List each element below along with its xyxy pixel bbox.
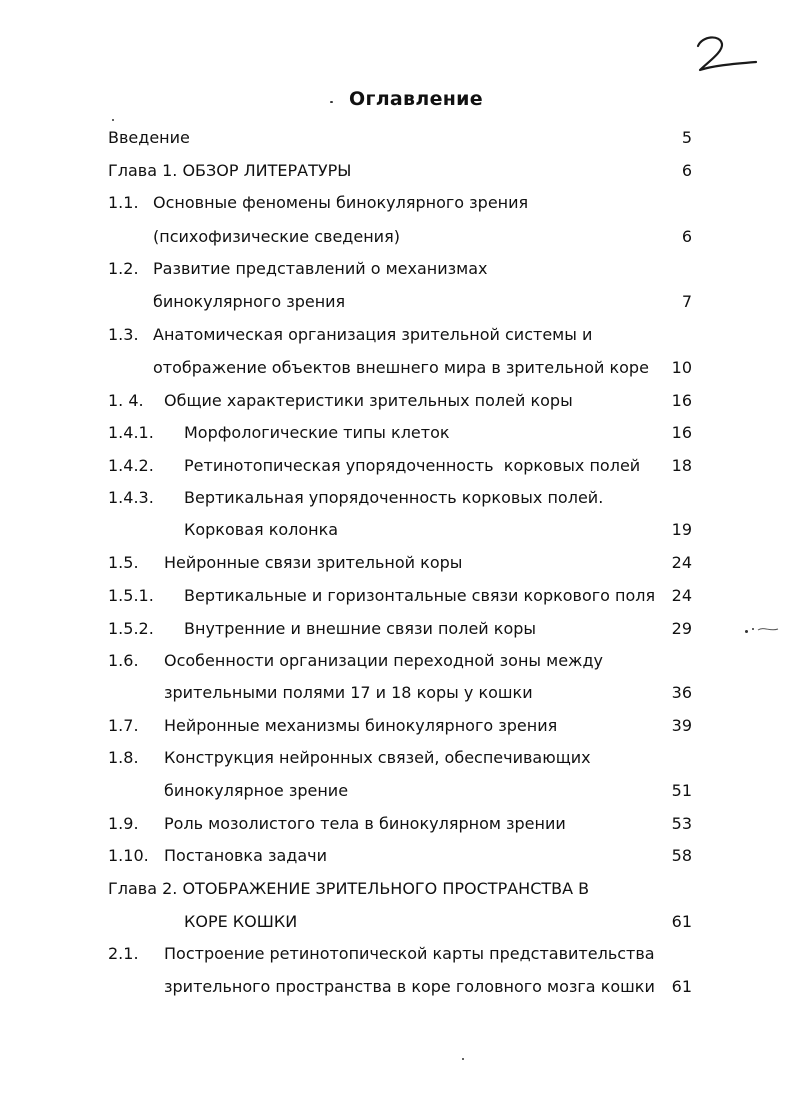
toc-row	[0, 421, 792, 445]
toc-row	[0, 942, 792, 966]
toc-entry-text: Нейронные механизмы бинокулярного зрения	[164, 716, 558, 735]
handwritten-page-number	[690, 28, 760, 78]
toc-row	[0, 454, 792, 478]
toc-entry-text: Общие характеристики зрительных полей коры	[164, 391, 573, 410]
toc-section-number: 1.1.	[108, 193, 139, 212]
toc-row	[0, 159, 792, 183]
toc-page-number: 61	[671, 912, 692, 931]
toc-row	[0, 877, 792, 901]
toc-entry-text: КОРЕ КОШКИ	[184, 912, 298, 931]
toc-row	[0, 486, 792, 510]
toc-row	[0, 714, 792, 738]
toc-row	[0, 551, 792, 575]
scan-speck	[745, 630, 748, 633]
toc-section-number: 1.7.	[108, 716, 139, 735]
toc-entry-text: бинокулярное зрение	[164, 781, 349, 800]
toc-entry-text: зрительными полями 17 и 18 коры у кошки	[164, 683, 533, 702]
toc-page-number: 36	[671, 683, 692, 702]
toc-entry-text: Основные феномены бинокулярного зрения	[153, 193, 529, 212]
toc-row	[0, 617, 792, 641]
toc-section-number: 1. 4.	[108, 391, 144, 410]
toc-row	[0, 191, 792, 215]
toc-section-number: 1.9.	[108, 814, 139, 833]
toc-entry-text: Корковая колонка	[184, 520, 339, 539]
toc-page-number: 16	[671, 391, 692, 410]
toc-row	[0, 290, 792, 314]
toc-entry-text: Нейронные связи зрительной коры	[164, 553, 463, 572]
toc-entry-text: Построение ретинотопической карты представительства	[164, 944, 655, 963]
toc-entry-text: Конструкция нейронных связей, обеспечивающих	[164, 748, 591, 767]
toc-entry-text: Роль мозолистого тела в бинокулярном зрении	[164, 814, 566, 833]
toc-section-number: 1.5.1.	[108, 586, 154, 605]
scan-speck	[112, 119, 114, 121]
toc-row	[0, 126, 792, 150]
toc-entry-text: Глава 2. ОТОБРАЖЕНИЕ ЗРИТЕЛЬНОГО ПРОСТРАНСТВА В	[108, 879, 590, 898]
toc-row	[0, 356, 792, 380]
toc-row	[0, 844, 792, 868]
toc-page-number: 24	[671, 586, 692, 605]
toc-row	[0, 257, 792, 281]
toc-page-number: 5	[681, 128, 692, 147]
toc-section-number: 1.6.	[108, 651, 139, 670]
toc-section-number: 1.3.	[108, 325, 139, 344]
toc-section-number: 1.4.3.	[108, 488, 154, 507]
toc-entry-text: Особенности организации переходной зоны между	[164, 651, 603, 670]
toc-page-number: 16	[671, 423, 692, 442]
toc-page-number: 10	[671, 358, 692, 377]
toc-page-number: 24	[671, 553, 692, 572]
toc-section-number: 1.10.	[108, 846, 149, 865]
toc-page-number: 53	[671, 814, 692, 833]
toc-row	[0, 975, 792, 999]
toc-page-number: 39	[671, 716, 692, 735]
toc-page-number: 61	[671, 977, 692, 996]
scan-speck	[752, 628, 754, 630]
toc-page-number: 29	[671, 619, 692, 638]
toc-row	[0, 323, 792, 347]
toc-row	[0, 779, 792, 803]
toc-row	[0, 746, 792, 770]
toc-section-number: 2.1.	[108, 944, 139, 963]
toc-entry-text: отображение объектов внешнего мира в зрительной коре	[153, 358, 649, 377]
toc-row	[0, 225, 792, 249]
toc-section-number: 1.4.2.	[108, 456, 154, 475]
toc-entry-text: Морфологические типы клеток	[184, 423, 450, 442]
toc-section-number: 1.8.	[108, 748, 139, 767]
toc-title: Оглавление	[349, 88, 483, 110]
toc-page-number: 7	[681, 292, 692, 311]
toc-row	[0, 518, 792, 542]
toc-row	[0, 389, 792, 413]
toc-entry-text: Вертикальные и горизонтальные связи коркового поля	[184, 586, 656, 605]
toc-entry-text: Ретинотопическая упорядоченность корковых полей	[184, 456, 641, 475]
scan-smudge	[756, 624, 780, 634]
toc-entry-text: Постановка задачи	[164, 846, 328, 865]
toc-page-number: 18	[671, 456, 692, 475]
toc-row	[0, 681, 792, 705]
toc-page-number: 58	[671, 846, 692, 865]
toc-entry-text: Внутренние и внешние связи полей коры	[184, 619, 537, 638]
scan-speck	[330, 101, 333, 103]
toc-entry-text: Введение	[108, 128, 190, 147]
toc-entry-text: (психофизические сведения)	[153, 227, 400, 246]
toc-page-number: 19	[671, 520, 692, 539]
toc-entry-text: Развитие представлений о механизмах	[153, 259, 488, 278]
toc-row	[0, 812, 792, 836]
toc-page-number: 51	[671, 781, 692, 800]
scan-speck	[462, 1058, 464, 1060]
toc-section-number: 1.5.2.	[108, 619, 154, 638]
toc-section-number: 1.5.	[108, 553, 139, 572]
toc-entry-text: Глава 1. ОБЗОР ЛИТЕРАТУРЫ	[108, 161, 352, 180]
toc-row	[0, 649, 792, 673]
toc-entry-text: бинокулярного зрения	[153, 292, 346, 311]
toc-row	[0, 910, 792, 934]
toc-entry-text: Анатомическая организация зрительной системы и	[153, 325, 593, 344]
toc-section-number: 1.4.1.	[108, 423, 154, 442]
toc-page-number: 6	[681, 227, 692, 246]
handwritten-two-icon	[690, 28, 760, 78]
toc-section-number: 1.2.	[108, 259, 139, 278]
toc-page-number: 6	[681, 161, 692, 180]
toc-row	[0, 584, 792, 608]
toc-entry-text: зрительного пространства в коре головного мозга кошки	[164, 977, 655, 996]
toc-entry-text: Вертикальная упорядоченность корковых полей.	[184, 488, 604, 507]
